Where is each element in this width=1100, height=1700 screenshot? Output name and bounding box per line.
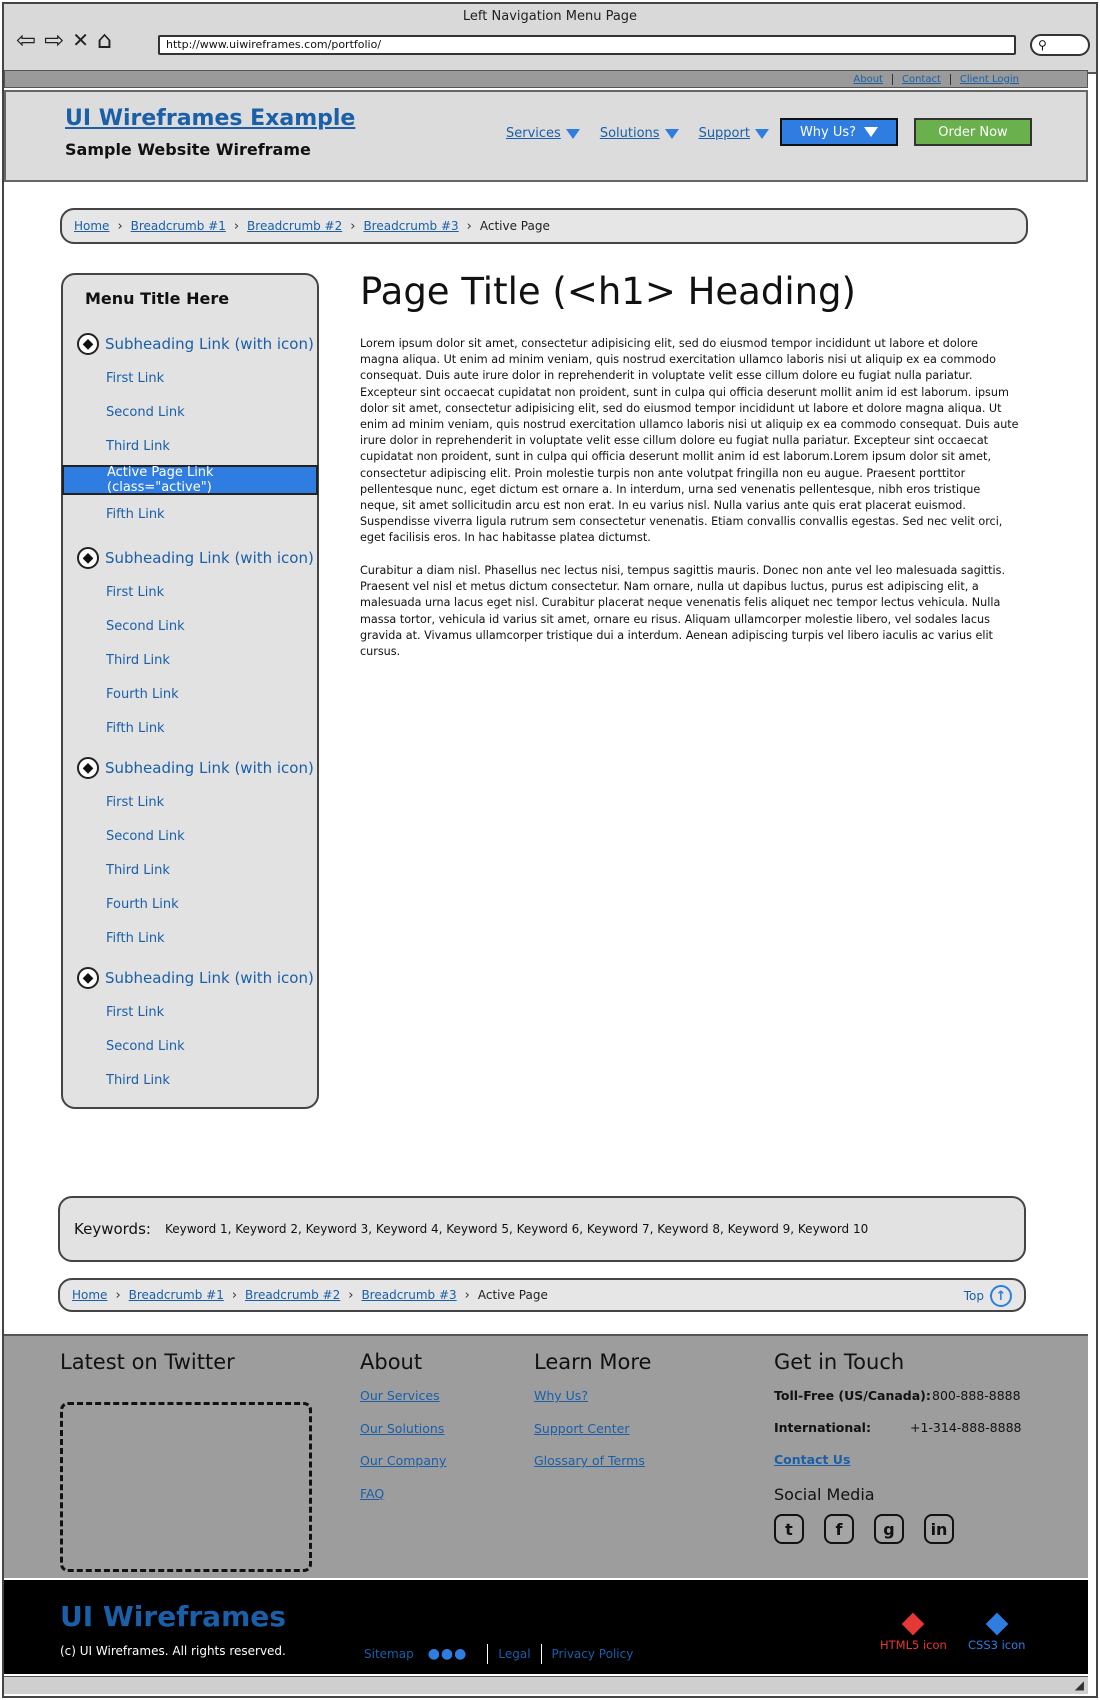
copyright: (c) UI Wireframes. All rights reserved. (60, 1644, 286, 1658)
breadcrumb-1[interactable]: Breadcrumb #1 (128, 1288, 224, 1302)
tollfree-value: 800-888-8888 (932, 1388, 1021, 1403)
menu-link[interactable]: Fifth Link (106, 506, 165, 522)
footer-link[interactable]: Why Us? (534, 1388, 588, 1403)
chevron-down-icon (566, 129, 580, 139)
arrow-up-icon: ↑ (990, 1285, 1012, 1307)
nav-solutions[interactable]: Solutions (600, 126, 679, 141)
footer-link[interactable]: Our Solutions (360, 1420, 445, 1436)
footer-link[interactable]: FAQ (360, 1485, 385, 1501)
breadcrumb-home[interactable]: Home (74, 219, 110, 233)
html5-badge: HTML5 icon (880, 1616, 947, 1652)
back-to-top-link[interactable]: Top ↑ (964, 1285, 1012, 1307)
main-nav (506, 126, 769, 141)
breadcrumb-bottom (58, 1278, 1026, 1312)
tollfree-label: Toll-Free (US/Canada): (774, 1388, 931, 1403)
chevron-right-icon: › (350, 218, 356, 234)
keywords-label: Keywords: (74, 1220, 151, 1238)
chevron-right-icon: › (117, 218, 123, 234)
footer-link[interactable]: Our Services (360, 1388, 440, 1403)
url-input[interactable]: http://www.uiwireframes.com/portfolio/ (158, 35, 1016, 55)
menu-link[interactable]: Second Link (106, 404, 185, 420)
breadcrumb-3[interactable]: Breadcrumb #3 (363, 219, 459, 233)
sitemap-link[interactable]: Sitemap (364, 1647, 414, 1661)
contact-column (774, 1350, 1034, 1544)
search-icon: ⚲ (1038, 38, 1047, 52)
breadcrumb-active: Active Page (477, 1288, 548, 1302)
menu-link[interactable]: Second Link (106, 828, 185, 844)
body-paragraph: Lorem ipsum dolor sit amet, consectetur adipisicing elit, sed do eiusmod tempor incididunt ut labore et dolore magna aliqua. Ut enim ad minim veniam, quis nostrud exercitation ullamco laboris nisi ut aliquip ex ea commodo consequat. Duis aute irure dolor in reprehenderit in voluptate velit esse cillum dolore eu fugiat nulla pariatur. Excepteur sint occaecat cupidatat non proident, sunt in culpa qui officia deserunt mollit anim id est laborum. ipsum dolor sit amet, consectetur adipisicing elit, sed do eiusmod tempor incididunt ut labore et dolore magna aliqua. Ut enim ad minim veniam, quis nostrud exercitation ullamco laboris nisi ut aliquip ex ea commodo consequat. Duis aute irure dolor in reprehenderit in voluptate velit esse cillum dolore eu fugiat nulla pariatur. Excepteur sint occaecat cupidatat non proident, sunt in culpa qui officia deserunt mollit anim id est laborum.Lorem ipsum dolor sit amet, consectetur adipiscing elit. Proin molestie turpis non ante volutpat fringilla non eu augue. Praesent porttitor pellentesque nunc, eget dictum est ornare a. In interdum, urna sed venenatis pellentesque, nibh eros tristique neque, sit amet sollicitudin arcu est non erat. In eu varius nisl. Nulla varius ante quis erat placerat euismod. Suspendisse viverra ligula rutrum sem consectetur venenatis. Etiam convallis convallis egestas. Sed nec velit orci, eget facilisis eros. In hac habitasse platea dictumst. (360, 337, 1019, 545)
menu-link[interactable]: Second Link (106, 1038, 185, 1054)
divider (541, 1644, 542, 1664)
browser-search-input[interactable] (1030, 34, 1090, 56)
diamond-icon: ◆ (77, 967, 99, 989)
menu-link[interactable]: Third Link (106, 438, 170, 454)
intl-value: +1-314-888-8888 (910, 1420, 1022, 1435)
css3-badge: CSS3 icon (968, 1616, 1025, 1652)
menu-link[interactable]: Second Link (106, 618, 185, 634)
menu-link[interactable]: Fifth Link (106, 930, 165, 946)
footer-link[interactable]: Support Center (534, 1420, 630, 1436)
learn-more-column (534, 1350, 651, 1486)
title-bar (4, 4, 1096, 74)
menu-link[interactable]: Third Link (106, 652, 170, 668)
twitter-feed-placeholder (60, 1402, 312, 1572)
breadcrumb-3[interactable]: Breadcrumb #3 (361, 1288, 457, 1302)
dots-icon: ●●● (427, 1646, 468, 1662)
site-header (4, 90, 1088, 182)
breadcrumb (60, 208, 1028, 244)
site-footer (4, 1334, 1088, 1578)
about-title: About (360, 1350, 423, 1374)
nav-support[interactable]: Support (699, 126, 769, 141)
diamond-icon: ◆ (77, 757, 99, 779)
menu-link[interactable]: Fourth Link (106, 896, 179, 912)
diamond-icon: ◆ (77, 547, 99, 569)
about-link[interactable]: About (853, 74, 883, 85)
menu-title: Menu Title Here (85, 289, 230, 308)
why-us-button[interactable]: Why Us? (780, 118, 898, 146)
chevron-right-icon: › (464, 1287, 470, 1303)
keywords-box (58, 1196, 1026, 1262)
menu-link[interactable]: Fifth Link (106, 720, 165, 736)
twitter-column (60, 1350, 320, 1575)
chevron-right-icon: › (466, 218, 472, 234)
nav-services[interactable]: Services (506, 126, 580, 141)
menu-link[interactable]: Third Link (106, 1072, 170, 1088)
subheading-link[interactable]: ◆ Subheading Link (with icon) (63, 541, 317, 575)
subheading-link[interactable]: ◆ Subheading Link (with icon) (63, 751, 317, 785)
breadcrumb-2[interactable]: Breadcrumb #2 (247, 219, 343, 233)
twitter-title: Latest on Twitter (60, 1350, 235, 1374)
menu-link[interactable]: First Link (106, 370, 165, 386)
footer-link[interactable]: Our Company (360, 1453, 447, 1468)
diamond-icon: ◆ (77, 333, 99, 355)
html5-icon (902, 1613, 925, 1636)
chevron-right-icon: › (115, 1287, 121, 1303)
facebook-icon[interactable]: f (824, 1514, 854, 1544)
menu-link[interactable]: First Link (106, 584, 165, 600)
google-plus-icon[interactable]: g (874, 1514, 904, 1544)
page-title: Page Title (<h1> Heading) (360, 270, 856, 313)
contact-title: Get in Touch (774, 1350, 905, 1374)
subheading-link[interactable]: ◆ Subheading Link (with icon) (63, 327, 317, 361)
footer-link[interactable]: Glossary of Terms (534, 1453, 645, 1468)
chevron-down-icon (755, 129, 769, 139)
order-now-button[interactable]: Order Now (914, 118, 1032, 146)
body-paragraph: Curabitur a diam nisl. Phasellus nec lectus nisi, tempus sagittis mauris. Donec non ante vel leo malesuada sagittis. Praesent vel nisl et metus dictum consectetur. Nam ornare, nulla ut dapibus luctus, purus est adipiscing elit, a malesuada urna lacus eget nisl. Curabitur placerat neque venenatis felis aliquet nec tempor lectus vehicula. Nulla massa tortor, vehicula id varius sit amet, ornare eu risus. Aliquam ullamcorper molestie libero, vel sodales lacus gravida at. Vivamus ullamcorper tristique dui a interdum. Aenean adipiscing turpis vel libero iaculis ac varius elit cursus. (360, 564, 1006, 659)
breadcrumb-active: Active Page (479, 219, 550, 233)
contact-link[interactable]: Contact (892, 74, 950, 85)
resize-handle-icon[interactable]: ◢ (1074, 1678, 1084, 1692)
intl-label: International: (774, 1420, 871, 1435)
close-x-icon[interactable]: ✕ (72, 28, 89, 52)
menu-link[interactable]: Fourth Link (106, 686, 179, 702)
menu-link-active[interactable]: Active Page Link (class="active") (62, 465, 318, 495)
about-column (360, 1350, 446, 1518)
social-title: Social Media (774, 1485, 875, 1504)
learn-more-title: Learn More (534, 1350, 652, 1374)
back-arrow-icon[interactable]: ⇦ (16, 26, 37, 54)
chevron-right-icon: › (233, 218, 240, 234)
twitter-icon[interactable]: t (774, 1514, 804, 1544)
home-icon[interactable]: ⌂ (96, 26, 113, 54)
contact-us-link[interactable]: Contact Us (774, 1452, 851, 1467)
breadcrumb-1[interactable]: Breadcrumb #1 (130, 219, 226, 233)
breadcrumb-2[interactable]: Breadcrumb #2 (245, 1288, 341, 1302)
client-login-link[interactable]: Client Login (950, 74, 1028, 85)
forward-arrow-icon[interactable]: ⇨ (44, 26, 65, 54)
privacy-policy-link[interactable]: Privacy Policy (551, 1647, 634, 1661)
keywords-list: Keyword 1, Keyword 2, Keyword 3, Keyword 4, Keyword 5, Keyword 6, Keyword 7, Keyword 8, Keyword 9, Keyword 10 (164, 1222, 869, 1236)
css3-icon (985, 1613, 1008, 1636)
subheading-link[interactable]: ◆ Subheading Link (with icon) (63, 961, 317, 995)
status-bar (4, 1676, 1088, 1694)
breadcrumb-home[interactable]: Home (72, 1288, 108, 1302)
legal-link[interactable]: Legal (498, 1647, 531, 1661)
chevron-right-icon: › (231, 1287, 238, 1303)
chevron-right-icon: › (348, 1287, 354, 1303)
brand-link[interactable]: UI Wireframes Example (65, 106, 356, 131)
bottom-brand: UI Wireframes (60, 1600, 286, 1633)
chevron-down-icon (665, 129, 679, 139)
menu-link[interactable]: First Link (106, 794, 165, 810)
left-nav-menu (61, 273, 319, 1109)
window-title: Left Navigation Menu Page (462, 9, 638, 24)
utility-links (844, 74, 1028, 85)
tagline: Sample Website Wireframe (65, 140, 311, 159)
menu-link[interactable]: First Link (106, 1004, 165, 1020)
bottom-bar (4, 1580, 1088, 1674)
chevron-down-icon (864, 127, 878, 137)
menu-link[interactable]: Third Link (106, 862, 170, 878)
linkedin-icon[interactable]: in (924, 1514, 954, 1544)
divider (487, 1644, 488, 1664)
